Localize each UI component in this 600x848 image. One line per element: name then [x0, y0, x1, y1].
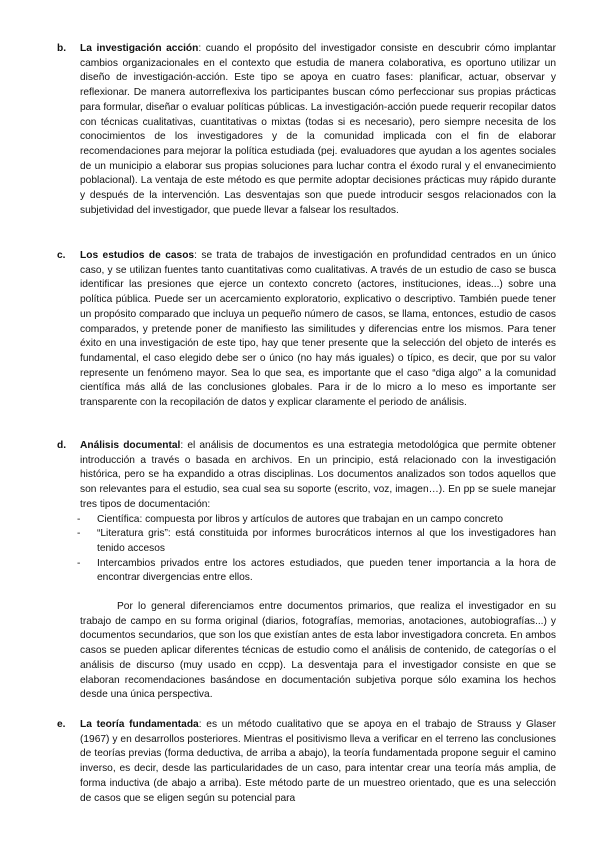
- dash-bullet: -: [77, 557, 81, 569]
- paragraph-text: Por lo general diferenciamos entre documentos primarios, que realiza el investigador en su trabajo de campo en su forma original (diarios, fotografías, memorias, anotaciones, autobiografías...) y documentos secundarios, que son los que existían antes de esta labor investigadora concreta. En ambos casos se pueden aplicar diferentes técnicas de estudio como el análisis de contenido, de categorías o el análisis de discurso (muy usado en ccpp). La desventaja para el investigador consiste en que se elaboran recomendaciones basándose en documentación subjetiva porque sólo examina los hechos desde una única perspectiva.: [80, 601, 556, 701]
- section-d-paragraph: [58, 600, 556, 703]
- dash-bullet: -: [77, 528, 81, 540]
- section-body: [80, 718, 556, 806]
- dash-bullet: -: [77, 513, 81, 525]
- list-item: - Científica: compuesta por libros y artículos de autores que trabajan en un campo concreto: [58, 513, 556, 528]
- section-term: La investigación acción: [80, 43, 199, 54]
- section-c-estudios-de-casos: [58, 249, 556, 411]
- section-term: Los estudios de casos: [80, 250, 195, 261]
- section-b-investigacion-accion: [58, 42, 556, 218]
- list-marker: e.: [57, 719, 66, 730]
- section-body: [80, 439, 556, 513]
- section-d-analisis-documental: [58, 439, 556, 586]
- section-text: : el análisis de documentos es una estrategia metodológica que permite obtener introducción a través o basada en archivos. En un principio, está relacionado con la investigación histórica, pero se ha expandido a otras disciplinas. Los documentos analizados son todos aquellos que son relevantes para el estudio, sea cual sea su soporte (escrito, voz, imagen…). En pp se suele manejar tres tipos de documentación:: [80, 440, 556, 510]
- section-e-teoria-fundamentada: [58, 718, 556, 806]
- document-types-list: [58, 513, 556, 587]
- list-marker: d.: [57, 440, 67, 451]
- section-body: [80, 249, 556, 411]
- list-marker: c.: [57, 250, 66, 261]
- list-item: - “Literatura gris”: está constituida por informes burocráticos internos al que los investigadores han tenido accesos: [77, 528, 556, 554]
- section-body: [80, 42, 556, 218]
- section-text: : cuando el propósito del investigador consiste en descubrir cómo implantar cambios organizacionales en el contexto que estudia de manera colaborativa, es oportuno utilizar un diseño de investigación-acción. Este tipo se apoya en cuatro fases: planificar, actuar, observar y reflexionar. De manera autorreflexiva los participantes buscan cómo perfeccionar sus propias prácticas para formular, diseñar o evaluar políticas públicas. La investigación-acción puede requerir recopilar datos con técnicas cualitativas, cuantitativas o mixtas (todas si es necesario), pero siempre necesita de los conocimientos de los investigadores y de la comunidad implicada con el fin de elaborar recomendaciones para mejorar la política estudiada (pej. evaluadores que ayudan a los agentes sociales de un municipio a elaborar sus propias soluciones para luchar contra el éxodo rural y el envanecimiento poblacional). La ventaja de este método es que permite adoptar decisiones prácticas muy rápido durante y después de la intervención. Las desventajas son que puede introducir sesgos relacionados con la subjetividad del investigador, que puede llevar a falsear los resultados.: [80, 43, 556, 216]
- section-term: Análisis documental: [80, 440, 181, 451]
- section-text: : es un método cualitativo que se apoya en el trabajo de Strauss y Glaser (1967) y en desarrollos posteriores. Mientras el positivismo lleva a verificar en el terreno las conclusiones de teorías previas (forma deductiva, de arriba a abajo), la teoría fundamentada propone seguir el camino inverso, es decir, desde las particularidades de un caso, para intentar crear una teoría más amplia, de forma inductiva (de abajo a arriba). Este método parte de un muestreo orientado, que es una selección de casos que se eligen según su potencial para: [80, 719, 556, 804]
- section-term: La teoría fundamentada: [80, 719, 199, 730]
- list-item: - Intercambios privados entre los actores estudiados, que pueden tener importancia a la hora de encontrar divergencias entre ellos.: [77, 557, 556, 584]
- list-marker: b.: [57, 43, 67, 54]
- section-text: : se trata de trabajos de investigación en profundidad centrados en un único caso, y se utilizan fuentes tanto cuantitativas como cualitativas. A través de un estudio de caso se busca identificar las presiones que ejerce un contexto concreto (actores, instituciones, ideas...) sobre una política pública. Puede ser un acercamiento exploratorio, explicativo o descriptivo. También puede tener un propósito comparado que incluya un pequeño número de casos, se llama, entonces, estudio de casos comparados, y pretende poner de manifiesto las similitudes y diferencias entre los mismos. Para tener éxito en una investigación de este tipo, hay que tener presente que la selección del objeto de interés es fundamental, el caso elegido debe ser o único (no hay más iguales) o típico, es decir, que por su valor represente un fenómeno mayor. Sea lo que sea, es importante que el caso “diga algo” a la comunidad científica más allá de las conclusiones globales. Para ir de lo micro a lo meso es importante ser transparente con la recopilación de datos y explicar claramente el periodo de análisis.: [80, 250, 556, 409]
